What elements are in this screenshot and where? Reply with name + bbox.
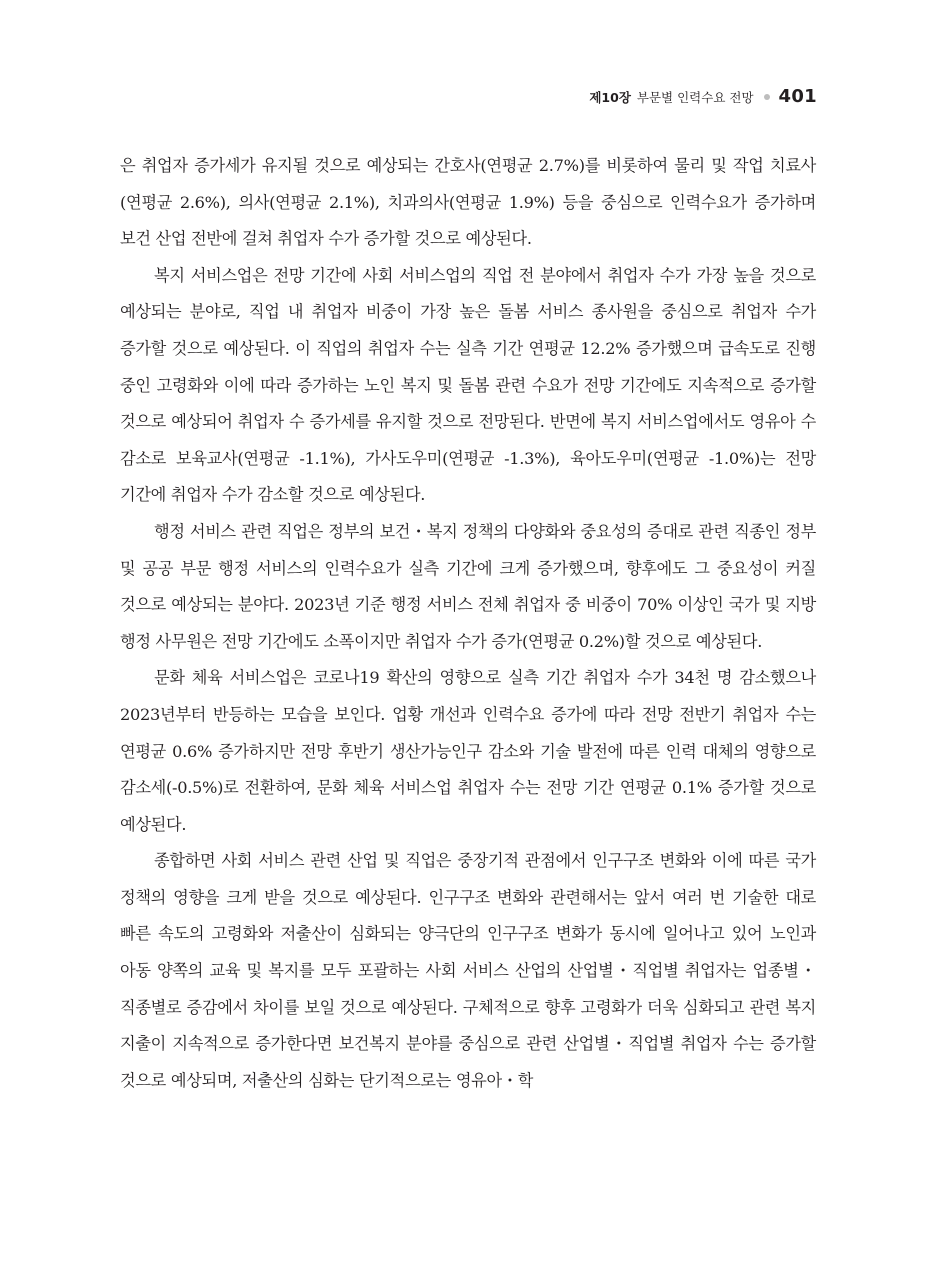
paragraph-administrative-services: 행정 서비스 관련 직업은 정부의 보건・복지 정책의 다양화와 중요성의 증대로 관련 직종인 정부 및 공공 부문 행정 서비스의 인력수요가 실측 기간에 크게 증가했으며, 향후에도 그 중요성이 커질 것으로 예상되는 분야다. 2023년 기준 행정 서비스 전체 취업자 중 비중이 70% 이상인 국가 및 지방 행정 사무원은 전망 기간에도 소폭이지만 취업자 수가 증가(연평균 0.2%)할 것으로 예상된다. — [120, 521, 816, 651]
separator-dot-icon — [764, 94, 770, 100]
page-number: 401 — [778, 86, 817, 107]
body-text — [120, 148, 816, 1099]
paragraph-welfare-services: 복지 서비스업은 전망 기간에 사회 서비스업의 직업 전 분야에서 취업자 수가 가장 높을 것으로 예상되는 분야로, 직업 내 취업자 비중이 가장 높은 돌봄 서비스 종사원을 중심으로 취업자 수가 증가할 것으로 예상된다. 이 직업의 취업자 수는 실측 기간 연평균 12.2% 증가했으며 급속도로 진행 중인 고령화와 이에 따라 증가하는 노인 복지 및 돌봄 관련 수요가 전망 기간에도 지속적으로 증가할 것으로 예상되어 취업자 수 증가세를 유지할 것으로 전망된다. 반면에 복지 서비스업에서도 영유아 수 감소로 보육교사(연평균 -1.1%), 가사도우미(연평균 -1.3%), 육아도우미(연평균 -1.0%)는 전망 기간에 취업자 수가 감소할 것으로 예상된다. — [120, 265, 816, 505]
running-header — [589, 86, 817, 107]
paragraph-summary: 종합하면 사회 서비스 관련 산업 및 직업은 중장기적 관점에서 인구구조 변화와 이에 따른 국가 정책의 영향을 크게 받을 것으로 예상된다. 인구구조 변화와 관련해서는 앞서 여러 번 기술한 대로 빠른 속도의 고령화와 저출산이 심화되는 양극단의 인구구조 변화가 동시에 일어나고 있어 노인과 아동 양쪽의 교육 및 복지를 모두 포괄하는 사회 서비스 산업의 산업별・직업별 취업자는 업종별・직종별로 증감에서 차이를 보일 것으로 예상된다. 구체적으로 향후 고령화가 더욱 심화되고 관련 복지 지출이 지속적으로 증가한다면 보건복지 분야를 중심으로 관련 산업별・직업별 취업자 수는 증가할 것으로 예상되며, 저출산의 심화는 단기적으로는 영유아・학 — [120, 851, 816, 1090]
chapter-title: 부문별 인력수요 전망 — [636, 89, 754, 105]
paragraph-health-continuation: 은 취업자 증가세가 유지될 것으로 예상되는 간호사(연평균 2.7%)를 비롯하여 물리 및 작업 치료사(연평균 2.6%), 의사(연평균 2.1%), 치과의사(연평균 1.9%) 등을 중심으로 인력수요가 증가하며 보건 산업 전반에 걸쳐 취업자 수가 증가할 것으로 예상된다. — [120, 156, 816, 249]
chapter-label: 제10장 — [589, 89, 631, 105]
paragraph-culture-sports-services: 문화 체육 서비스업은 코로나19 확산의 영향으로 실측 기간 취업자 수가 34천 명 감소했으나 2023년부터 반등하는 모습을 보인다. 업황 개선과 인력수요 증가에 따라 전망 전반기 취업자 수는 연평균 0.6% 증가하지만 전망 후반기 생산가능인구 감소와 기술 발전에 따른 인력 대체의 영향으로 감소세(-0.5%)로 전환하여, 문화 체육 서비스업 취업자 수는 전망 기간 연평균 0.1% 증가할 것으로 예상된다. — [120, 668, 816, 834]
